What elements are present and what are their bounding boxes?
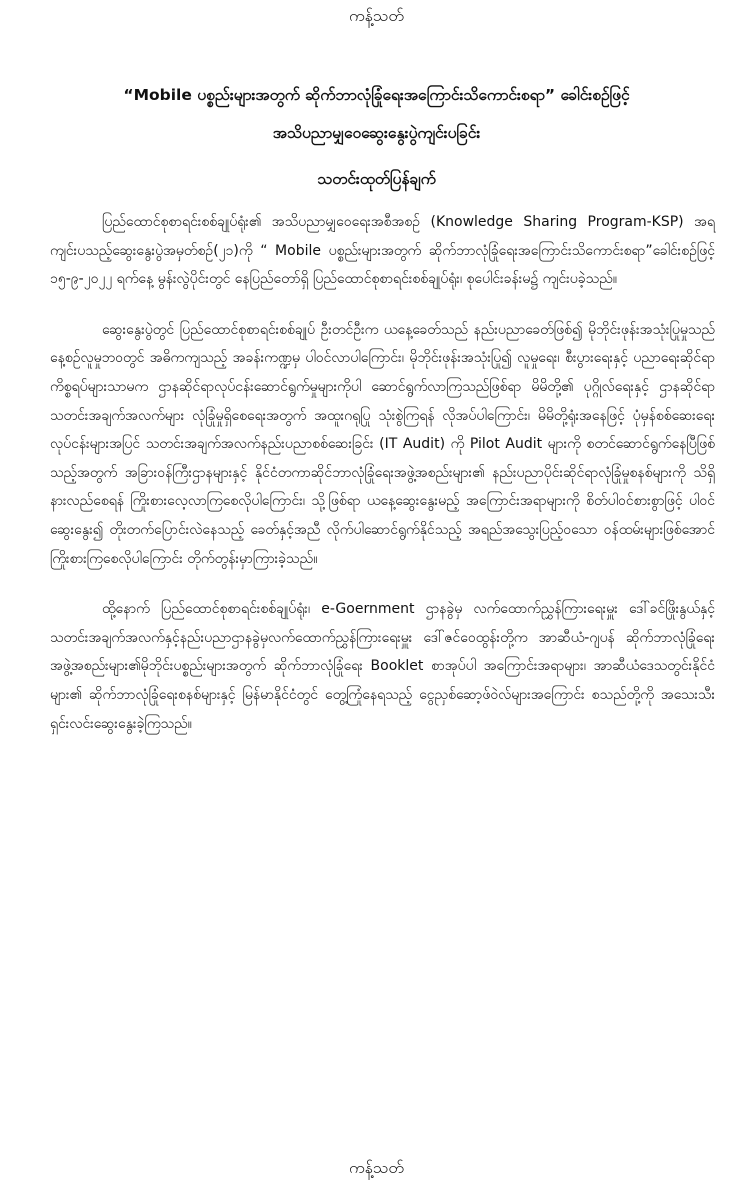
body-paragraph-1: ပြည်ထောင်စုစာရင်းစစ်ချုပ်ရုံး၏ အသိပညာမျှဝေရေးအစီအစဉ် (Knowledge Sharing Program-KSP) အရ ကျင်းပသည့်ဆွေးနွေးပွဲအမှတ်စဉ်(၂၁)ကို “ Mobile ပစ္စည်းများအတွက် ဆိုက်ဘာလုံခြုံရေးအကြောင်းသိကောင်းစရာ”ခေါင်းစဉ်ဖြင့် ၁၅-၉-၂၀၂၂ ရက်နေ့ မွန်းလွဲပိုင်းတွင် နေပြည်တော်ရှိ ပြည်ထောင်စုစာရင်းစစ်ချုပ်ရုံး၊ စုပေါင်းခန်းမ၌ ကျင်းပခဲ့သည်။	[50, 214, 715, 288]
document-title-line-2: အသိပညာမျှဝေဆွေးနွေးပွဲကျင်းပခြင်း	[272, 124, 481, 142]
title-block	[30, 76, 723, 198]
classification-marking-bottom: ကန့်သတ်	[349, 1158, 404, 1177]
body-paragraph-3: ထို့နောက် ပြည်ထောင်စုစာရင်းစစ်ချုပ်ရုံး၊ e-Goernment ဌာနခွဲမှ လက်ထောက်ညွှန်ကြားရေးမှူး ဒေါ်ခင်ဖြိုးနွယ်နှင့်သတင်းအချက်အလက်နှင့်နည်းပညာဌာနခွဲမှလက်ထောက်ညွှန်ကြားရေးမှူး ဒေါ်ဇင်ဝေထွန်းတို့က အာဆီယံ-ဂျပန် ဆိုက်ဘာလုံခြုံရေး အဖွဲ့အစည်းများ၏မိုဘိုင်းပစ္စည်းများအတွက် ဆိုက်ဘာလုံခြုံရေး Booklet စာအုပ်ပါ အကြောင်းအရာများ၊ အာဆီယံဒေသတွင်းနိုင်ငံများ၏ ဆိုက်ဘာလုံခြုံရေးစနစ်များနှင့် မြန်မာနိုင်ငံတွင် တွေ့ကြုံနေရသည့် ငွေညှစ်ဆော့ဖ်ဝဲလ်များအကြောင်း စသည်တို့ကို အသေးသီးရှင်းလင်းဆွေးနွေးခဲ့ကြသည်။	[50, 601, 715, 732]
document-body	[50, 208, 715, 760]
document-title-line-1: “Mobile ပစ္စည်းများအတွက် ဆိုက်ဘာလုံခြုံရေးအကြောင်းသိကောင်းစရာ” ခေါင်းစဉ်ဖြင့်	[123, 86, 630, 104]
body-paragraph-2: ဆွေးနွေးပွဲတွင် ပြည်ထောင်စုစာရင်းစစ်ချုပ် ဦးတင်ဦးက ယနေ့ခေတ်သည် နည်းပညာခေတ်ဖြစ်၍ မိုဘိုင်းဖုန်းအသုံးပြုမှုသည် နေ့စဉ်လူမှုဘဝတွင် အဓိကကျသည့် အခန်းကဏ္ဍမှ ပါဝင်လာပါကြောင်း၊ မိုဘိုင်းဖုန်းအသုံးပြု၍ လူမှုရေး၊ စီးပွားရေးနှင့် ပညာရေးဆိုင်ရာကိစ္စရပ်များသာမက ဌာနဆိုင်ရာလုပ်ငန်းဆောင်ရွက်မှုများကိုပါ ဆောင်ရွက်လာကြသည်ဖြစ်ရာ မိမိတို့၏ ပုဂ္ဂိုလ်ရေးနှင့် ဌာနဆိုင်ရာသတင်းအချက်အလက်များ လုံခြုံမှုရှိစေရေးအတွက် အထူးဂရုပြု သုံးစွဲကြရန် လိုအပ်ပါကြောင်း၊ မိမိတို့ရုံးအနေဖြင့် ပုံမှန်စစ်ဆေးရေးလုပ်ငန်းများအပြင် သတင်းအချက်အလက်နည်းပညာစစ်ဆေးခြင်း (IT Audit) ကို Pilot Audit များကို စတင်ဆောင်ရွက်နေပြီဖြစ်သည့်အတွက် အခြားဝန်ကြီးဌာနများနှင့် နိုင်ငံတကာဆိုင်ဘာလုံခြုံရေးအဖွဲ့အစည်းများ၏ နည်းပညာပိုင်းဆိုင်ရာလုံခြုံမှုစနစ်များကို သိရှိနားလည်စေရန် ကြိုးစားလေ့လာကြစေလိုပါကြောင်း၊ သို့ဖြစ်ရာ ယနေ့ဆွေးနွေးမည့် အကြောင်းအရာများကို စိတ်ပါဝင်စားစွာဖြင့် ပါဝင်ဆွေးနွေး၍ တိုးတက်ပြောင်းလဲနေသည့် ခေတ်နှင့်အညီ လိုက်ပါဆောင်ရွက်နိုင်သည့် အရည်အသွေးပြည့်ဝသော ဝန်ထမ်းများဖြစ်အောင် ကြိုးစားကြစေလိုပါကြောင်း တိုက်တွန်းမှာကြားခဲ့သည်။	[50, 321, 715, 567]
press-release-subheading: သတင်းထုတ်ပြန်ချက်	[317, 170, 436, 188]
classification-marking-top: ကန့်သတ်	[349, 6, 404, 25]
